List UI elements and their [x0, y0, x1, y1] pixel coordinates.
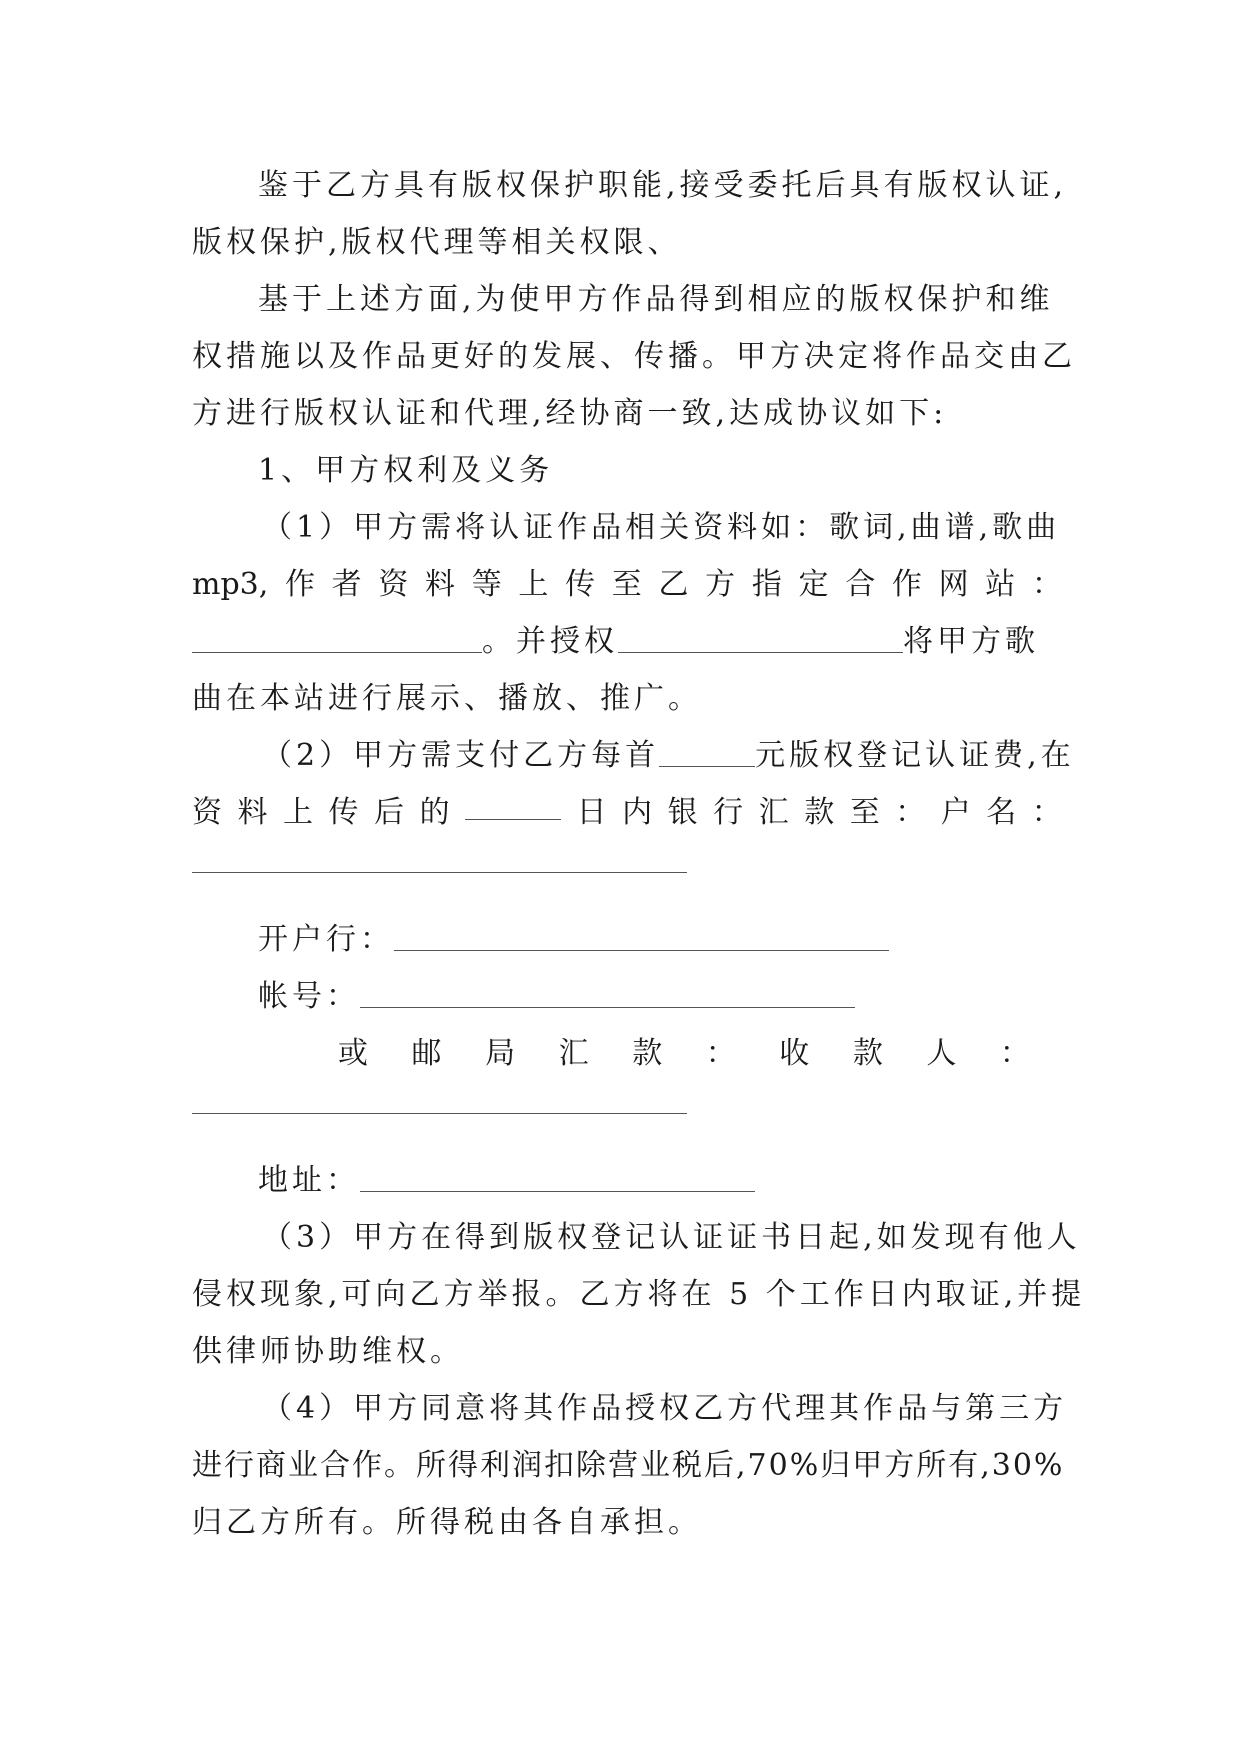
- payee-blank: [192, 1113, 687, 1114]
- postal-line-justified: 或 邮 局 汇 款 ： 收 款 人 ：: [338, 1036, 1030, 1071]
- days-blank: [465, 793, 561, 820]
- bank-blank: [394, 924, 889, 951]
- clause-line: （4）甲方同意将其作品授权乙方代理其作品与第三方: [262, 1391, 1068, 1426]
- website-blank: [192, 626, 482, 653]
- fee-blank: [659, 740, 755, 767]
- clause-line: 进行商业合作。所得利润扣除营业税后,70%归甲方所有,30%: [192, 1448, 1065, 1483]
- clause-line: 归乙方所有。所得税由各自承担。: [192, 1505, 702, 1540]
- bank-line: 开户行：: [258, 920, 1128, 960]
- clause-line: （3）甲方在得到版权登记认证证书日起,如发现有他人: [262, 1220, 1081, 1255]
- account-blank: [360, 981, 855, 1008]
- clause-line: （2）甲方需支付乙方每首 元版权登记认证费,在: [262, 738, 1075, 773]
- paragraph-line: 权措施以及作品更好的发展、传播。甲方决定将作品交由乙: [192, 339, 1076, 374]
- authorize-blank: [618, 626, 903, 653]
- clause-line: （1）甲方需将认证作品相关资料如：歌词,曲谱,歌曲: [262, 510, 1061, 545]
- paragraph-line: 版权保护,版权代理等相关权限、: [192, 225, 682, 260]
- address-line: 地址：: [258, 1161, 1128, 1201]
- paragraph-line: 基于上述方面,为使甲方作品得到相应的版权保护和维: [258, 282, 1054, 317]
- clause-line: 侵权现象,可向乙方举报。乙方将在 5 个工作日内取证,并提: [192, 1277, 1086, 1312]
- section-heading: 1、甲方权利及义务: [258, 453, 554, 488]
- account-line: 帐号：: [258, 977, 1128, 1017]
- paragraph-line: 鉴于乙方具有版权保护职能,接受委托后具有版权认证,: [258, 168, 1068, 203]
- clause-line: 供律师协助维权。: [192, 1334, 464, 1369]
- address-blank: [360, 1165, 755, 1192]
- paragraph-line: 方进行版权认证和代理,经协商一致,达成协议如下:: [192, 396, 948, 431]
- clause-line-justified: 资 料 上 传 后 的 日 内 银 行 汇 款 至 ： 户 名 ：: [192, 795, 1062, 830]
- clause-line: 。并授权 将甲方歌: [192, 622, 1062, 662]
- account-name-blank: [192, 872, 687, 873]
- clause-line-justified: mp3, 作 者 资 料 等 上 传 至 乙 方 指 定 合 作 网 站 ：: [192, 567, 1062, 602]
- clause-line: 曲在本站进行展示、播放、推广。: [192, 681, 702, 716]
